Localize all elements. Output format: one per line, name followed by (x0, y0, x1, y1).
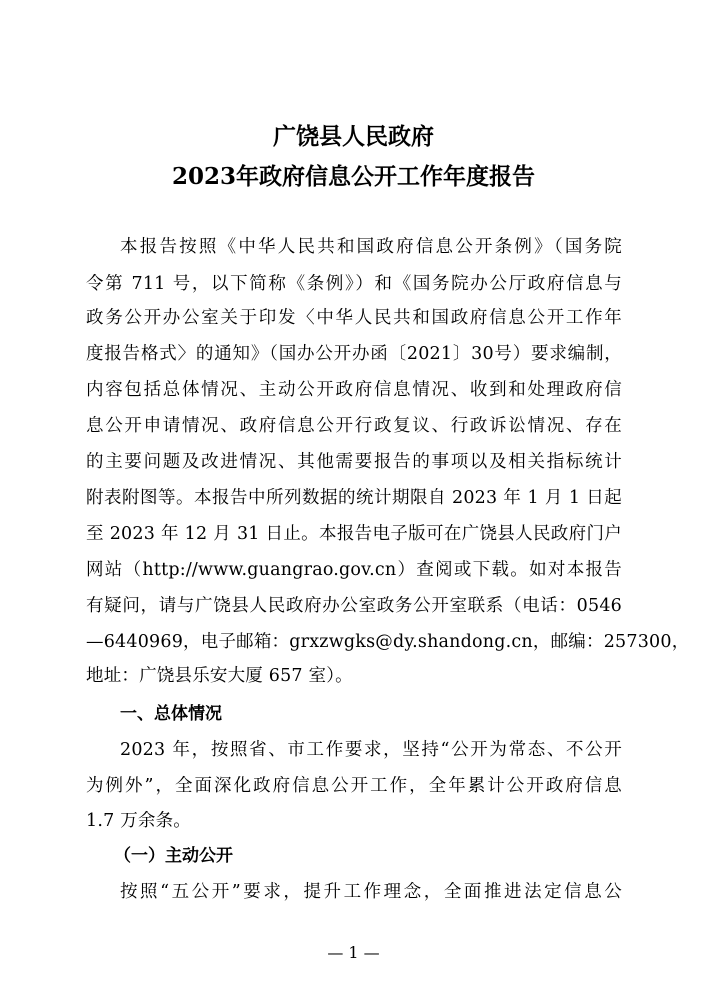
paragraph-line: 网站（http://www.guangrao.gov.cn）查阅或下载。如对本报告 (86, 560, 622, 580)
paragraph-line: 有疑问，请与广饶县人民政府办公室政务公开室联系（电话：0546 (86, 596, 622, 616)
paragraph-line: 按照“五公开”要求，提升工作理念，全面推进法定信息公 (120, 882, 622, 902)
paragraph-line: 2023 年，按照省、市工作要求，坚持“公开为常态、不公开 (120, 740, 622, 760)
paragraph-line: 为例外”，全面深化政府信息公开工作，全年累计公开政府信息 (86, 776, 622, 796)
paragraph-line: 政务公开办公室关于印发〈中华人民共和国政府信息公开工作年 (86, 308, 622, 328)
paragraph-line: 至 2023 年 12 月 31 日止。本报告电子版可在广饶县人民政府门户 (86, 524, 622, 544)
report-title-line-1: 广饶县人民政府 (273, 123, 434, 150)
paragraph-line: 的主要问题及改进情况、其他需要报告的事项以及相关指标统计 (86, 452, 622, 472)
paragraph-line: 内容包括总体情况、主动公开政府信息情况、收到和处理政府信 (86, 380, 622, 400)
paragraph-line: 令第 711 号，以下简称《条例》）和《国务院办公厅政府信息与 (86, 274, 622, 294)
subsection-heading: （一）主动公开 (114, 846, 233, 866)
paragraph-line: —6440969，电子邮箱：grxzwgks@dy.shandong.cn，邮编：257300， (86, 632, 690, 652)
paragraph-line: 本报告按照《中华人民共和国政府信息公开条例》（国务院 (120, 237, 622, 257)
paragraph-line: 息公开申请情况、政府信息公开行政复议、行政诉讼情况、存在 (86, 416, 622, 436)
report-title-line-2: 2023年政府信息公开工作年度报告 (171, 163, 535, 190)
paragraph-line: 地址：广饶县乐安大厦 657 室）。 (86, 666, 353, 686)
paragraph-line: 1.7 万余条。 (86, 811, 191, 831)
page-number: — 1 — (327, 943, 380, 962)
paragraph-line: 度报告格式〉的通知》（国办公开办函〔2021〕30号）要求编制， (86, 344, 622, 364)
paragraph-line: 附表附图等。本报告中所列数据的统计期限自 2023 年 1 月 1 日起 (86, 488, 622, 508)
section-heading: 一、总体情况 (120, 704, 222, 724)
